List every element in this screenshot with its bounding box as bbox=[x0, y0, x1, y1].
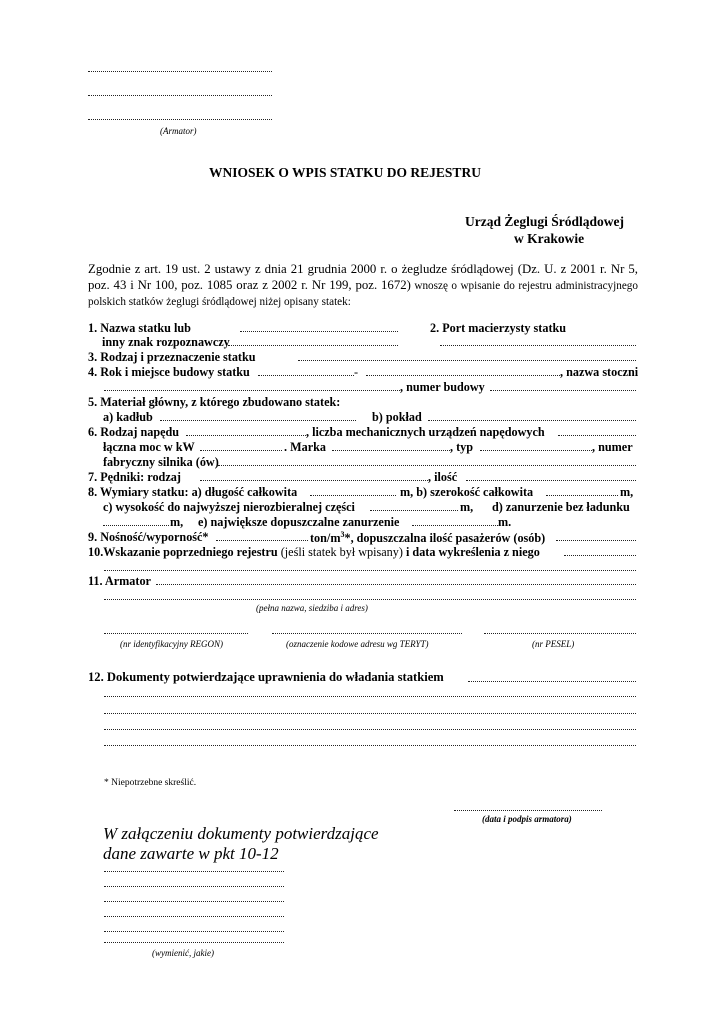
armator-caption: (Armator) bbox=[160, 126, 197, 136]
field-8-label: 8. Wymiary statku: a) długość całkowita bbox=[88, 485, 298, 499]
field-8-length[interactable] bbox=[310, 495, 396, 496]
field-3-input[interactable] bbox=[298, 360, 636, 361]
field-6-engine-label: fabryczny silnika (ów) bbox=[103, 455, 219, 469]
field-4-place[interactable] bbox=[366, 375, 560, 376]
field-1-label-b: inny znak rozpoznawczy bbox=[102, 335, 230, 349]
field-11-caption: (pełna nazwa, siedziba i adres) bbox=[256, 603, 368, 613]
field-9-unit: ton/$m^3*$, dopuszczalna ilość pasażerów (osób) bbox=[310, 530, 546, 546]
field-5-deck-label: b) pokład bbox=[372, 410, 422, 424]
field-5-deck[interactable] bbox=[428, 420, 636, 421]
intro-request: wnoszę o wpisanie do rejestru administracyjnego polskich statków żeglugi śródlądowej niżej opisany statek: bbox=[88, 279, 638, 308]
field-8-maxdraft[interactable] bbox=[412, 525, 498, 526]
attachment-line-4[interactable] bbox=[104, 916, 284, 917]
field-5-hull-label: a) kadłub bbox=[103, 410, 153, 424]
field-6-power-label: łączna moc w kW bbox=[103, 440, 195, 454]
field-8-maxdraft-label: e) największe dopuszczalne zanurzenie bbox=[198, 515, 400, 529]
attachment-line-3[interactable] bbox=[104, 901, 284, 902]
field-12-input-e[interactable] bbox=[104, 745, 636, 746]
field-12-label: 12. Dokumenty potwierdzające uprawnienia do władania statkiem bbox=[88, 670, 444, 684]
signature-caption: (data i podpis armatora) bbox=[482, 814, 572, 824]
field-9-capacity[interactable] bbox=[216, 540, 308, 541]
field-1-label: 1. Nazwa statku lub bbox=[88, 321, 191, 335]
field-8-height-label: c) wysokość do najwyższej nierozbieralnej części bbox=[103, 500, 355, 514]
field-8-width-label: m, b) szerokość całkowita bbox=[400, 485, 534, 499]
field-8-width[interactable] bbox=[546, 495, 618, 496]
field-6-drive[interactable] bbox=[186, 435, 306, 436]
field-11-input-a[interactable] bbox=[156, 584, 636, 585]
field-4-dash: - bbox=[354, 365, 359, 379]
field-7-count[interactable] bbox=[466, 480, 636, 481]
field-4-shipyard-label: , nazwa stoczni bbox=[560, 365, 639, 379]
attachment-line-2[interactable] bbox=[104, 886, 284, 887]
field-6-type[interactable] bbox=[480, 450, 592, 451]
teryt-input[interactable] bbox=[272, 633, 462, 634]
field-11-label: 11. Armator bbox=[88, 574, 151, 588]
field-6-power[interactable] bbox=[200, 450, 282, 451]
field-12-input-c[interactable] bbox=[104, 713, 636, 714]
intro-legal-basis: Zgodnie z art. 19 ust. 2 ustawy z dnia 21 grudnia 2000 r. o żegludze śródlądowej (Dz. U. z 2001 r. Nr 5, poz. 43 i Nr 100, poz. 1085 oraz z 2002 r. Nr 199, poz. 1672) bbox=[88, 262, 638, 292]
field-11-input-b[interactable] bbox=[104, 599, 636, 600]
field-9-passengers[interactable] bbox=[556, 540, 636, 541]
field-12-input-a[interactable] bbox=[468, 681, 636, 682]
office-city: w Krakowie bbox=[514, 231, 585, 246]
field-4-label: 4. Rok i miejsce budowy statku bbox=[88, 365, 250, 379]
intro-paragraph bbox=[88, 262, 638, 311]
pesel-input[interactable] bbox=[484, 633, 636, 634]
signature-line[interactable] bbox=[454, 810, 602, 811]
field-8-draft[interactable] bbox=[103, 525, 169, 526]
armator-line-3[interactable] bbox=[88, 119, 272, 120]
field-6-serial-label: , numer bbox=[592, 440, 633, 454]
field-3-label: 3. Rodzaj i przeznaczenie statku bbox=[88, 350, 256, 364]
field-12-input-d[interactable] bbox=[104, 729, 636, 730]
document-title: WNIOSEK O WPIS STATKU DO REJESTRU bbox=[209, 165, 481, 180]
field-2-input[interactable] bbox=[440, 345, 636, 346]
field-6-label: 6. Rodzaj napędu bbox=[88, 425, 180, 439]
field-5-hull[interactable] bbox=[160, 420, 356, 421]
attachments-caption: (wymienić, jakie) bbox=[152, 948, 214, 958]
field-10-input-a[interactable] bbox=[564, 555, 636, 556]
field-8-height[interactable] bbox=[370, 510, 458, 511]
field-1-input-a[interactable] bbox=[240, 331, 398, 332]
regon-input[interactable] bbox=[104, 633, 248, 634]
field-8-width-unit: m, bbox=[620, 485, 634, 499]
field-8-draft-label: d) zanurzenie bez ładunku bbox=[492, 500, 630, 514]
field-7-kind[interactable] bbox=[200, 480, 428, 481]
attachments-heading-1: W załączeniu dokumenty potwierdzające bbox=[103, 824, 379, 843]
field-8-height-unit: m, bbox=[460, 500, 474, 514]
field-4-build-no[interactable] bbox=[490, 390, 636, 391]
field-4-build-no-label: , numer budowy bbox=[400, 380, 485, 394]
armator-line-1[interactable] bbox=[88, 71, 272, 72]
attachments-heading-2: dane zawarte w pkt 10-12 bbox=[103, 844, 279, 863]
armator-line-2[interactable] bbox=[88, 95, 272, 96]
office-name: Urząd Żeglugi Śródlądowej bbox=[465, 214, 625, 229]
field-4-year[interactable] bbox=[258, 375, 354, 376]
field-8-maxdraft-unit: m. bbox=[498, 515, 512, 529]
field-10-input-b[interactable] bbox=[104, 570, 636, 571]
field-12-input-b[interactable] bbox=[104, 696, 636, 697]
attachment-line-1[interactable] bbox=[104, 871, 284, 872]
field-6-serial[interactable] bbox=[218, 465, 636, 466]
teryt-caption: (oznaczenie kodowe adresu wg TERYT) bbox=[286, 639, 429, 649]
field-8-draft-unit: m, bbox=[170, 515, 184, 529]
field-7-label: 7. Pędniki: rodzaj bbox=[88, 470, 181, 484]
field-6-type-label: , typ bbox=[450, 440, 474, 454]
field-4-shipyard[interactable] bbox=[104, 390, 400, 391]
field-10-label: 10.Wskazanie poprzedniego rejestru (jeśli statek był wpisany) i data wykreślenia z niego bbox=[88, 545, 540, 559]
field-2-label: 2. Port macierzysty statku bbox=[430, 321, 567, 335]
field-6-count[interactable] bbox=[558, 435, 636, 436]
attachment-line-6[interactable] bbox=[104, 942, 284, 943]
pesel-caption: (nr PESEL) bbox=[532, 639, 575, 649]
field-6-make-label: . Marka bbox=[284, 440, 326, 454]
footnote: * Niepotrzebne skreślić. bbox=[104, 778, 197, 788]
field-6-count-label: , liczba mechanicznych urządzeń napędowych bbox=[306, 425, 545, 439]
attachment-line-5[interactable] bbox=[104, 931, 284, 932]
field-6-make[interactable] bbox=[332, 450, 450, 451]
field-9-label: 9. Nośność/wyporność* bbox=[88, 530, 209, 544]
field-7-count-label: , ilość bbox=[428, 470, 458, 484]
field-1-input-b[interactable] bbox=[228, 345, 398, 346]
regon-caption: (nr identyfikacyjny REGON) bbox=[120, 639, 223, 649]
field-5-label: 5. Materiał główny, z którego zbudowano statek: bbox=[88, 395, 341, 409]
